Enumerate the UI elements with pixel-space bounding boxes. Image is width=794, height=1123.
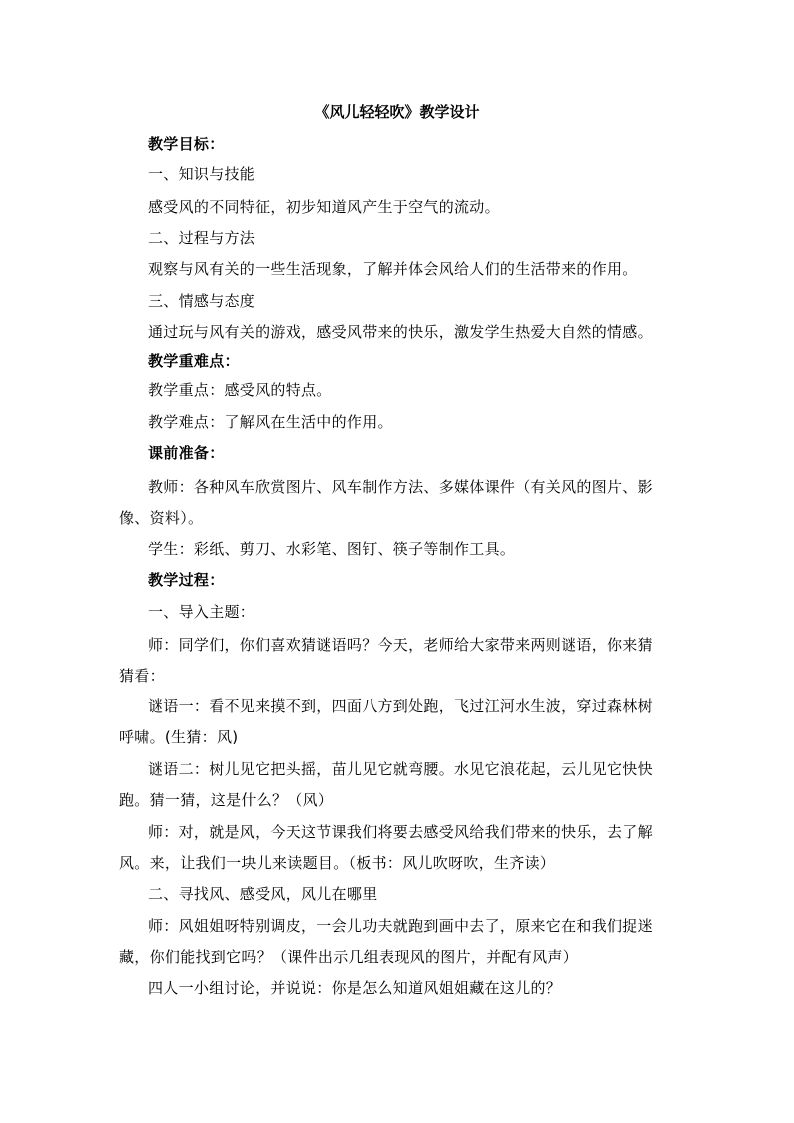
paragraph-line: 像、资料）。: [119, 509, 204, 527]
subheading-process-method: 二、过程与方法: [148, 229, 256, 247]
paragraph-line: 观察与风有关的一些生活现象，了解并体会风给人们的生活带来的作用。: [148, 260, 638, 278]
paragraph-line: 谜语二：树儿见它把头摇，苗儿见它就弯腰。水见它浪花起，云儿见它快快: [148, 760, 653, 778]
heading-preparation: 课前准备：: [148, 444, 225, 462]
subheading-emotion-attitude: 三、情感与态度: [148, 292, 256, 310]
paragraph-line: 感受风的不同特征，初步知道风产生于空气的流动。: [148, 198, 500, 216]
paragraph-line: 呼啸。(生猜：风): [119, 728, 239, 746]
paragraph-line: 猜看：: [119, 667, 165, 685]
paragraph-line: 学生：彩纸、剪刀、水彩笔、图钉、筷子等制作工具。: [148, 540, 516, 558]
paragraph-line: 风。来，让我们一块儿来读题目。（板书：风儿吹呀吹，生齐读）: [119, 854, 556, 872]
paragraph-line: 师：同学们，你们喜欢猜谜语吗？今天，老师给大家带来两则谜语，你来猜: [148, 636, 653, 654]
subheading-knowledge-skills: 一、知识与技能: [148, 165, 256, 183]
paragraph-line: 跑。猜一猜，这是什么？（风）: [119, 791, 334, 809]
paragraph-line: 通过玩与风有关的游戏，感受风带来的快乐，激发学生热爱大自然的情感。: [148, 323, 653, 341]
heading-teaching-process: 教学过程：: [148, 571, 225, 589]
subheading-introduction: 一、导入主题：: [148, 603, 256, 621]
paragraph-line: 藏，你们能找到它吗？（课件出示几组表现风的图片，并配有风声）: [119, 948, 579, 966]
paragraph-line: 教学重点：感受风的特点。: [148, 381, 332, 399]
paragraph-line: 四人一小组讨论，并说说：你是怎么知道风姐姐藏在这儿的？: [148, 979, 562, 997]
paragraph-line: 谜语一：看不见来摸不到，四面八方到处跑，飞过江河水生波，穿过森林树: [148, 697, 653, 715]
paragraph-line: 教学难点：了解风在生活中的作用。: [148, 413, 393, 431]
heading-key-points: 教学重难点：: [148, 352, 240, 370]
document-title: 《风儿轻轻吹》教学设计: [314, 103, 480, 121]
paragraph-line: 师：对，就是风，今天这节课我们将要去感受风给我们带来的快乐，去了解: [148, 823, 653, 841]
paragraph-line: 师：风姐姐呀特别调皮，一会儿功夫就跑到画中去了，原来它在和我们捉迷: [148, 917, 653, 935]
paragraph-line: 教师：各种风车欣赏图片、风车制作方法、多媒体课件（有关风的图片、影: [148, 478, 653, 496]
subheading-find-wind: 二、寻找风、感受风，风儿在哪里: [148, 885, 378, 903]
heading-teaching-goals: 教学目标：: [148, 135, 225, 153]
